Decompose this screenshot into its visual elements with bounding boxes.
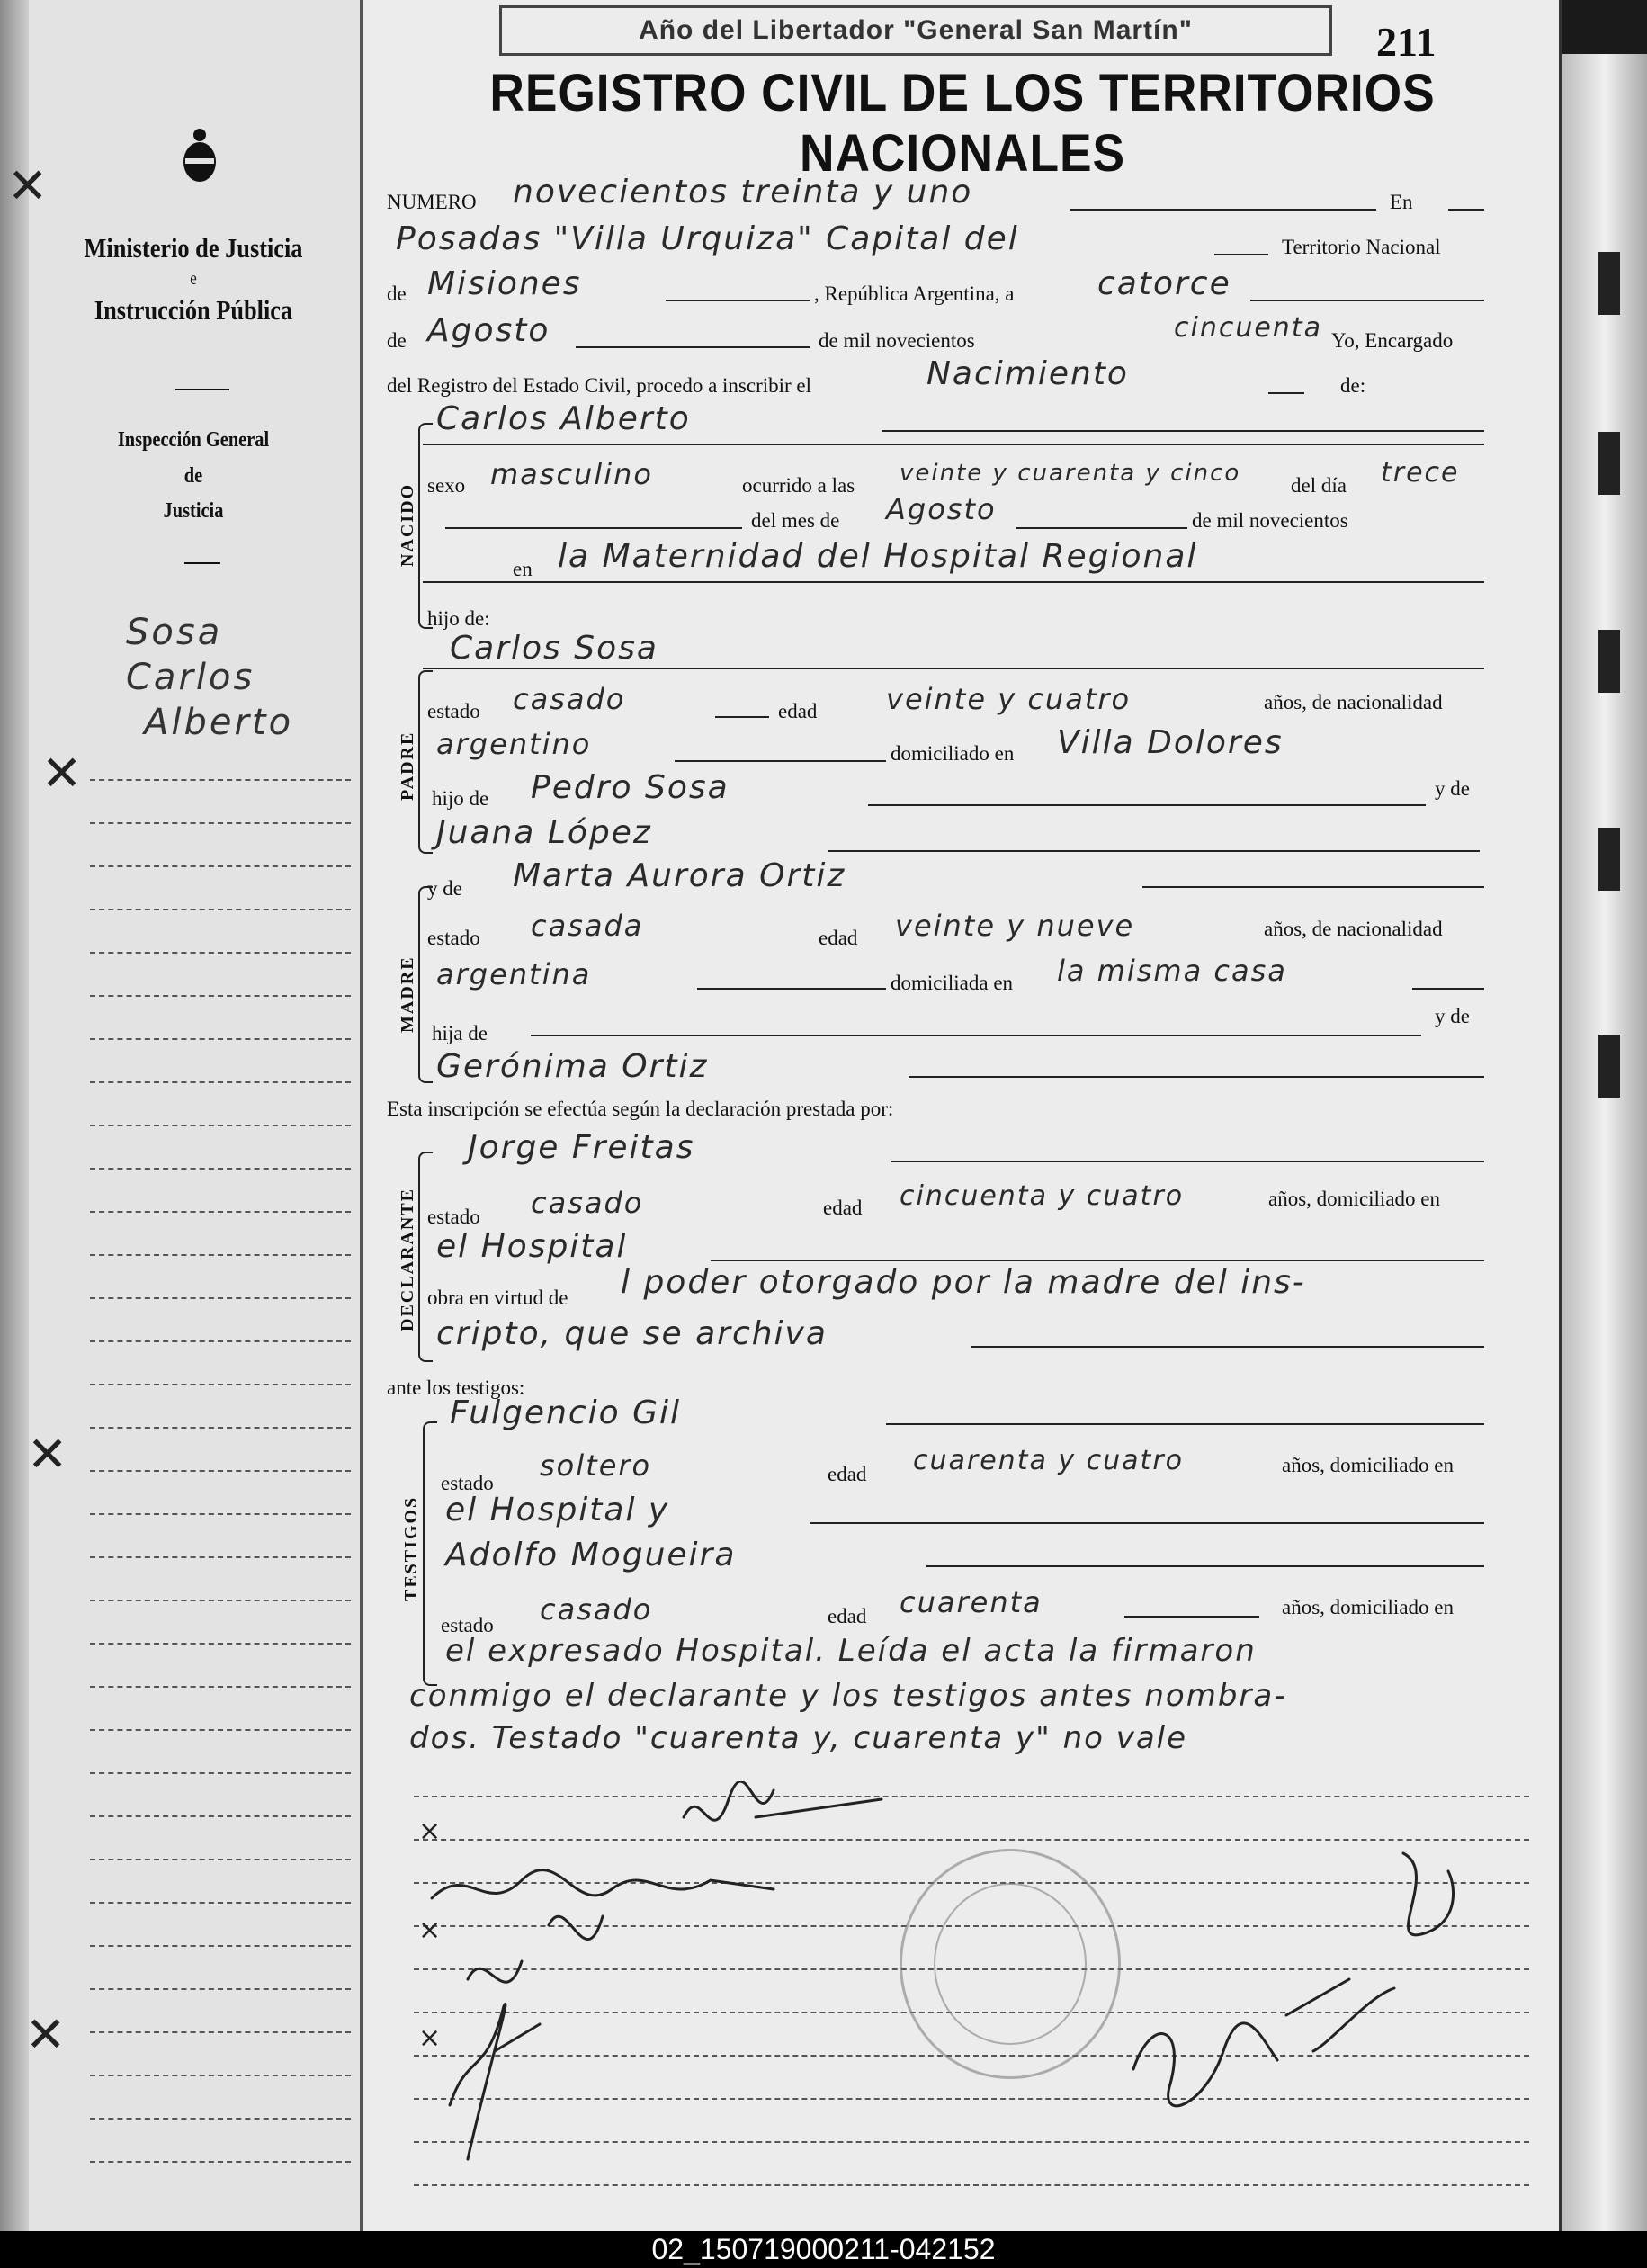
label-ante-testigos: ante los testigos: [387,1376,525,1399]
inspection-line-2: de [183,463,203,488]
field-madre-nacionalidad: argentina [436,957,592,991]
field-madre: Marta Aurora Ortiz [513,857,846,894]
ministry-conjunction: e [190,268,197,289]
label-republica: , República Argentina, a [814,282,1015,305]
coat-of-arms-icon [180,126,219,184]
label-domiciliado: domiciliado en [891,742,1015,765]
margin-given-name: Carlos [126,657,255,698]
label-anos-domiciliado: años, domiciliado en [1282,1454,1454,1476]
svg-text:×: × [418,1914,442,1946]
field-mes: Agosto [427,312,550,349]
field-testigo-1-edad: cuarenta y cuatro [913,1445,1185,1476]
label-anos-nacionalidad: años, de nacionalidad [1264,691,1443,713]
row-numero: NUMERO [387,191,477,213]
field-madre-domicilio: la misma casa [1057,954,1287,988]
field-padre-estado: casado [513,682,626,716]
label-anos-nacionalidad: años, de nacionalidad [1264,918,1443,940]
label-de: de [387,282,407,305]
label-territorio: Territorio Nacional [1282,236,1441,258]
field-anio: cincuenta [1174,312,1322,344]
image-caption: 02_150719000211-042152 [0,2231,1647,2268]
label-edad: edad [778,700,818,722]
row-hijo: hijo de: [427,607,490,630]
label-mil-novecientos: de mil novecientos [819,329,975,352]
label-anos-domiciliado: años, domiciliado en [1282,1596,1454,1618]
field-lugar: Posadas "Villa Urquiza" Capital del [396,220,1019,257]
label-y-de: y de [1435,1005,1470,1027]
label-estado: estado [427,1206,480,1228]
label-de: de: [1340,374,1366,397]
field-territorio: Misiones [427,265,582,302]
label-ocurrido: ocurrido a las [742,474,855,497]
closing-note-line-3: dos. Testado "cuarenta y, cuarenta y" no vale [409,1720,1188,1756]
field-declarante-obra-2: cripto, que se archiva [436,1315,828,1352]
field-testigo-1: Fulgencio Gil [450,1394,682,1431]
svg-text:×: × [418,1815,442,1847]
label-yo-encargado: Yo, Encargado [1331,329,1454,352]
field-testigo-2-edad: cuarenta [900,1585,1043,1619]
label-anos-domiciliado: años, domiciliado en [1268,1188,1440,1210]
registrar-signature [1097,1835,1475,2141]
inspection-line-3: Justicia [163,499,224,524]
section-nacido: NACIDO [398,482,417,567]
inspection-heading [98,423,290,530]
label-edad: edad [819,927,858,949]
inspection-line-1: Inspección General [117,428,270,452]
field-padre: Carlos Sosa [450,630,658,667]
section-declarante: DECLARANTE [398,1187,417,1331]
field-testigo-2: Adolfo Mogueira [445,1537,737,1573]
staple-mark-icon: ✕ [7,157,49,214]
label-estado: estado [427,927,480,949]
field-hora: veinte y cuarenta y cinco [900,460,1241,487]
section-testigos: TESTIGOS [401,1495,421,1601]
binding-shadow [0,0,29,2231]
field-madre-madre: Gerónima Ortiz [436,1048,709,1085]
label-y-de: y de [427,877,462,900]
field-declarante-edad: cincuenta y cuatro [900,1180,1185,1212]
label-hija-de: hija de [432,1022,488,1044]
official-seal [900,1849,1121,2079]
label-en: en [513,558,533,580]
label-registro: del Registro del Estado Civil, procedo a inscribir el [387,374,812,397]
label-edad: edad [828,1605,867,1627]
label-estado: estado [427,700,480,722]
ministry-heading [75,229,312,329]
label-estado: estado [441,1472,494,1494]
section-padre: PADRE [398,731,417,801]
field-padre-domicilio: Villa Dolores [1057,724,1284,761]
field-sexo: masculino [490,457,653,491]
field-padre-nacionalidad: argentino [436,727,592,761]
field-declarante-domicilio: el Hospital [436,1228,628,1265]
page-number: 211 [1376,19,1437,65]
field-acto: Nacimiento [926,355,1129,392]
field-nombre: Carlos Alberto [436,400,691,437]
label-inscripcion: Esta inscripción se efectúa según la declaración prestada por: [387,1098,894,1120]
svg-text:×: × [418,2022,442,2054]
field-testigo-1-estado: soltero [540,1448,652,1483]
book-edge [1562,54,1647,2231]
label-domiciliada: domiciliada en [891,972,1014,994]
field-numero: novecientos treinta y uno [513,174,973,211]
field-mes-nacimiento: Agosto [886,492,997,526]
field-lugar-nacimiento: la Maternidad del Hospital Regional [558,538,1198,575]
field-dia-nacimiento: trece [1381,457,1460,489]
page-title: REGISTRO CIVIL DE LOS TERRITORIOS NACIONALES [489,64,1436,183]
staple-mark-icon: ✕ [27,1426,68,1483]
label-obra-en-virtud: obra en virtud de [427,1286,568,1309]
field-madre-estado: casada [531,909,644,943]
divider [175,389,229,390]
label-del-dia: del día [1291,474,1347,497]
field-padre-padre: Pedro Sosa [531,769,730,806]
staple-mark-icon: ✕ [41,745,83,802]
field-declarante: Jorge Freitas [468,1129,695,1166]
label-edad: edad [828,1463,867,1485]
signatures [414,1781,917,2213]
field-padre-edad: veinte y cuatro [886,682,1132,716]
staple-mark-icon: ✕ [25,2006,67,2063]
label-sexo: sexo [427,474,466,497]
label-edad: edad [823,1197,863,1219]
closing-note-line-2: conmigo el declarante y los testigos antes nombra- [409,1678,1287,1714]
field-padre-madre: Juana López [436,814,652,851]
year-stamp: Año del Libertador "General San Martín" [499,5,1332,56]
label-y-de: y de [1435,777,1470,800]
field-declarante-estado: casado [531,1186,644,1220]
label-de: de [387,329,407,352]
label-del-mes: del mes de [751,509,840,532]
field-testigo-1-domicilio: el Hospital y [445,1492,670,1528]
divider [184,562,220,564]
margin-second-name: Alberto [144,702,294,743]
field-declarante-obra-1: l poder otorgado por la madre del ins- [621,1264,1306,1301]
ministry-line-1: Ministerio de Justicia [84,232,303,264]
ministry-line-2: Instrucción Pública [94,293,293,326]
label-mil-novecientos: de mil novecientos [1192,509,1348,532]
left-page [0,0,363,2231]
field-dia: catorce [1097,265,1231,302]
label-estado: estado [441,1614,494,1636]
label-hijo-de: hijo de [432,787,489,810]
margin-ruled-lines [90,738,351,2163]
closing-note-line-1: el expresado Hospital. Leída el acta la firmaron [445,1633,1257,1669]
field-testigo-2-estado: casado [540,1592,653,1627]
label-en: En [1390,191,1413,213]
section-madre: MADRE [398,955,417,1033]
field-madre-edad: veinte y nueve [895,909,1135,943]
margin-surname: Sosa [126,612,223,653]
